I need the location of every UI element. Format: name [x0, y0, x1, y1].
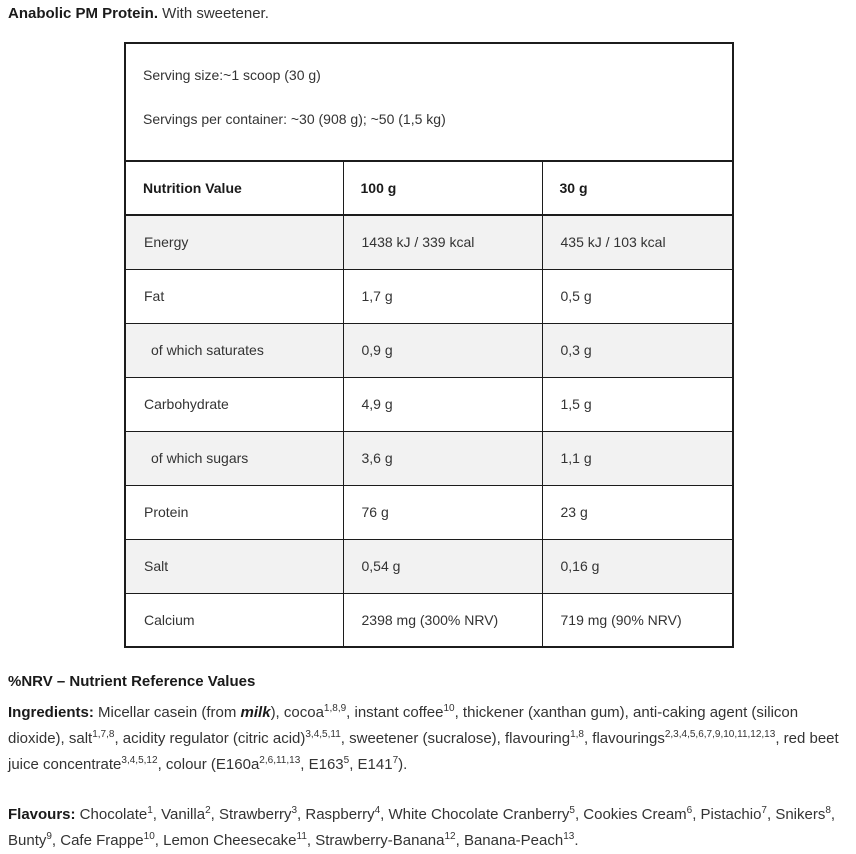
ingredients-paragraph: Ingredients: Micellar casein (from milk), cocoa$^{1,8,9}$, instant coffee$^{10}$, thickener (xanthan gum), anti-caking agent (silicon dioxide), salt$^{1,7,8}$, acidity regulator (citric acid)$^{3,4,5,11}$, sweetener (sucralose), flavouring$^{1,8}$, flavourings$^{2,3,4,5,6,7,9,10,11,12,13}$, red beet juice concentrate$^{3,4,5,12}$, colour ($E160a^{2,6,11,13}$, $E163^5$, $E141^7$).: [8, 703, 839, 773]
value-30g: 23 g: [542, 485, 733, 539]
value-30g: 435 kJ / 103 kcal: [542, 215, 733, 269]
table-row: [125, 215, 733, 269]
servings-per-container-text: Servings per container: ~30 (908 g); ~50 (1,5 kg): [143, 111, 446, 127]
nutrient-label: of which sugars: [125, 431, 343, 485]
value-100g: 76 g: [343, 485, 542, 539]
nrv-heading: %NRV – Nutrient Reference Values: [8, 673, 256, 690]
product-title: Anabolic PM Protein. With sweetener.: [8, 5, 269, 22]
value-30g: 0,5 g: [542, 269, 733, 323]
value-30g: 0,16 g: [542, 539, 733, 593]
value-100g: 1,7 g: [343, 269, 542, 323]
nutrient-label: Protein: [125, 485, 343, 539]
value-30g: 1,5 g: [542, 377, 733, 431]
nutrition-table: [124, 42, 734, 648]
nutrient-label: Fat: [125, 269, 343, 323]
nutrition-table-body: [125, 215, 733, 647]
serving-info-cell: [125, 43, 733, 161]
value-30g: 719 mg (90% NRV): [542, 593, 733, 647]
table-row: [125, 485, 733, 539]
serving-info-row: [125, 43, 733, 161]
value-30g: 0,3 g: [542, 323, 733, 377]
table-row: [125, 323, 733, 377]
footnotes-block: [8, 672, 848, 854]
column-header-30g: 30 g: [542, 161, 733, 215]
value-100g: 0,9 g: [343, 323, 542, 377]
table-row: [125, 593, 733, 647]
table-row: [125, 539, 733, 593]
nutrient-label: of which saturates: [125, 323, 343, 377]
value-30g: 1,1 g: [542, 431, 733, 485]
table-row: [125, 377, 733, 431]
nutrient-label: Energy: [125, 215, 343, 269]
serving-size-text: Serving size:~1 scoop (30 g): [143, 67, 321, 83]
value-100g: 2398 mg (300% NRV): [343, 593, 542, 647]
value-100g: 0,54 g: [343, 539, 542, 593]
value-100g: 3,6 g: [343, 431, 542, 485]
column-header-nutrition-value: Nutrition Value: [125, 161, 343, 215]
nutrient-label: Salt: [125, 539, 343, 593]
table-row: [125, 269, 733, 323]
flavours-paragraph: Flavours: Chocolate$^1$, Vanilla$^2$, Strawberry$^3$, Raspberry$^4$, White Chocolate Cranberry$^5$, Cookies Cream$^6$, Pistachio$^7$, Snikers$^8$, Bunty$^9$, Cafe Frappe$^{10}$, Lemon Cheesecake$^{11}$, Strawberry-Banana$^{12}$, Banana-Peach$^{13}$.: [8, 805, 836, 849]
value-100g: 1438 kJ / 339 kcal: [343, 215, 542, 269]
column-header-100g: 100 g: [343, 161, 542, 215]
value-100g: 4,9 g: [343, 377, 542, 431]
nutrient-label: Calcium: [125, 593, 343, 647]
nutrient-label: Carbohydrate: [125, 377, 343, 431]
table-header-row: [125, 161, 733, 215]
table-row: [125, 431, 733, 485]
